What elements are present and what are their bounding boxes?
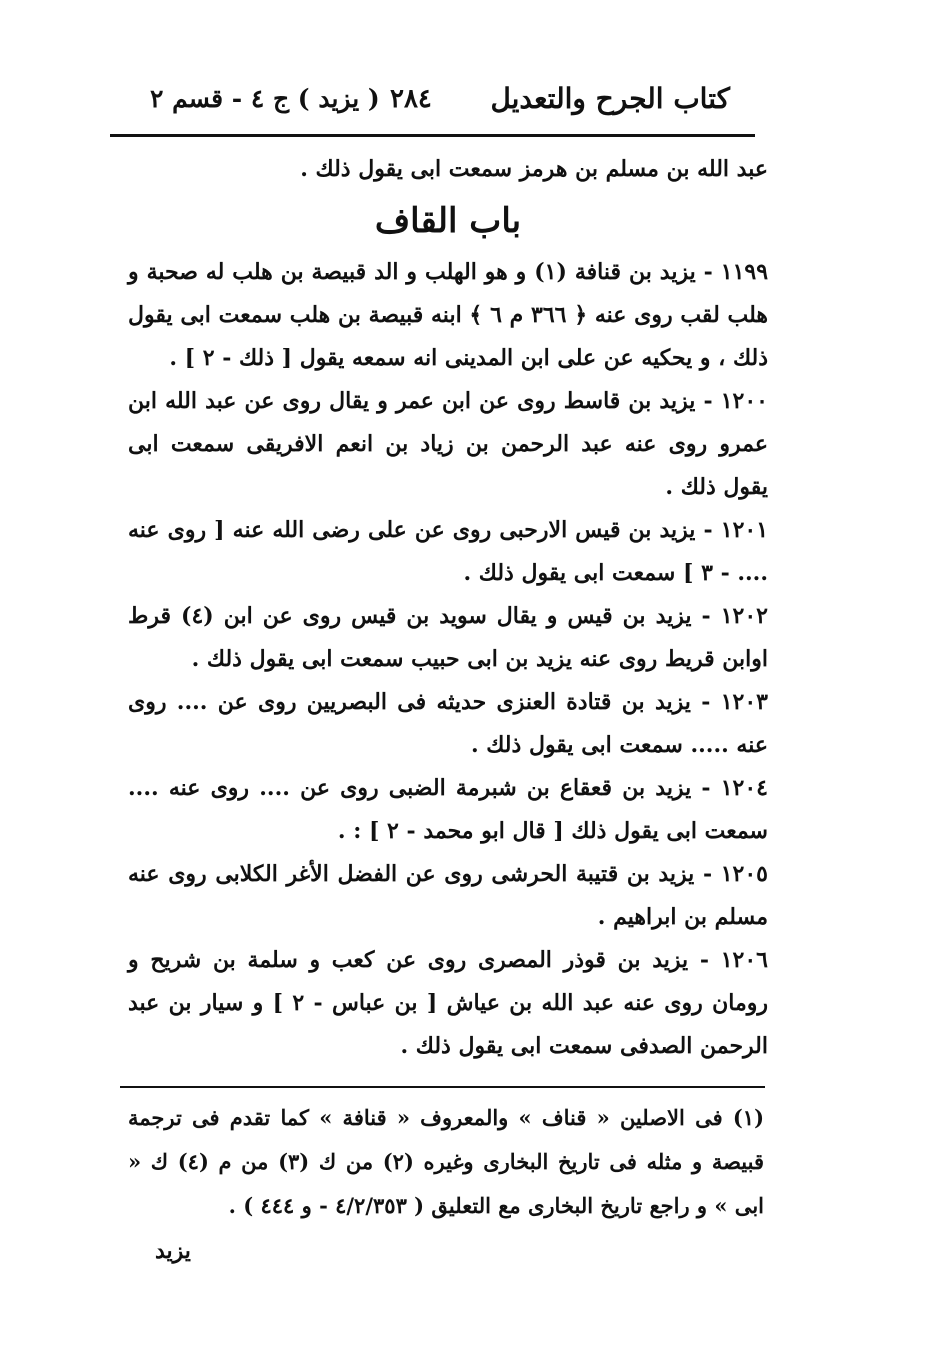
page-header	[110, 74, 760, 134]
entry-number: ١١٩٩	[720, 259, 769, 285]
page-number: ٢٨٤	[390, 84, 432, 114]
biography-entry	[128, 681, 768, 767]
entry-text: - يزيد بن قنافة (١) و هو الهلب و الد قبيصة بن هلب له صحبة و هلب لقب روى عنه ﴿ ٣٦٦ م ٦ ﴾ ابنه قبيصة بن هلب سمعت ابى يقول ذلك ، و يحكيه عن على ابن المدينى انه سمعه يقول [ ذلك - ٢ ] .	[128, 259, 768, 371]
running-title: كتاب الجرح والتعديل	[490, 82, 730, 115]
entry-number: ١٢٠٥	[720, 861, 768, 887]
main-text	[128, 148, 768, 1068]
section-reference: ( يزيد ) ج ٤ - قسم ٢	[150, 84, 380, 113]
biography-entry	[128, 939, 768, 1068]
chapter-title: باب القاف	[374, 201, 522, 241]
entry-number: ١٢٠٠	[720, 388, 768, 414]
entry-text: - يزيد بن قيس الارحبى روى عن على رضى الله عنه [ روى عنه .... - ٣ ] سمعت ابى يقول ذلك .	[128, 517, 768, 586]
entry-number: ١٢٠٣	[720, 689, 768, 715]
entry-text: - يزيد بن قوذر المصرى روى عن كعب و سلمة بن شريح و رومان روى عنه عبد الله بن عياش [ بن عباس - ٢ ] و سيار بن عبد الرحمن الصدفى سمعت ابى يقول ذلك .	[128, 947, 768, 1059]
entry-number: ١٢٠٢	[720, 603, 768, 629]
biography-entry	[128, 509, 768, 595]
header-divider	[110, 134, 755, 137]
biography-entry	[128, 251, 768, 380]
entry-number: ١٢٠١	[720, 517, 769, 543]
entry-text: - يزيد بن قاسط روى عن ابن عمر و يقال روى عن عبد الله ابن عمرو روى عنه عبد الرحمن بن زياد بن انعم الافريقى سمعت ابى يقول ذلك .	[128, 388, 768, 500]
entry-text: - يزيد بن قتيبة الحرشى روى عن الفضل الأغر الكلابى روى عنه مسلم بن ابراهيم .	[128, 861, 768, 930]
entry-number: ١٢٠٤	[720, 775, 768, 801]
biography-entry	[128, 380, 768, 509]
entry-text: - يزيد بن قعقاع بن شبرمة الضبى روى عن .... روى عنه .... سمعت ابى يقول ذلك [ قال ابو محمد - ٢ ] : .	[128, 775, 768, 844]
footnote-divider	[120, 1086, 765, 1088]
biography-entry	[128, 595, 768, 681]
entry-number: ١٢٠٦	[720, 947, 768, 973]
entry-text: - يزيد بن قتادة العنزى حديثه فى البصريين روى عن .... روى عنه ..... سمعت ابى يقول ذلك .	[128, 689, 768, 758]
biography-entry	[128, 853, 768, 939]
entry-text: - يزيد بن قيس و يقال سويد بن قيس روى عن ابن (٤) قرط اوابن قريط روى عنه يزيد بن ابى حبيب سمعت ابى يقول ذلك .	[128, 603, 768, 672]
footnotes: (١) فى الاصلين « قناف » والمعروف « قنافة » كما تقدم فى ترجمة قبيصة و مثله فى تاريخ البخارى وغيره (٢) من ك (٣) من م (٤) ك « ابى » و راجع تاريخ البخارى مع التعليق ( ٤/٢/٣٥٣ - و ٤٤٤ ) .	[128, 1105, 764, 1218]
continued-line: عبد الله بن مسلم بن هرمز سمعت ابى يقول ذلك .	[300, 156, 768, 182]
biography-entry	[128, 767, 768, 853]
catchword: يزيد	[155, 1238, 191, 1264]
